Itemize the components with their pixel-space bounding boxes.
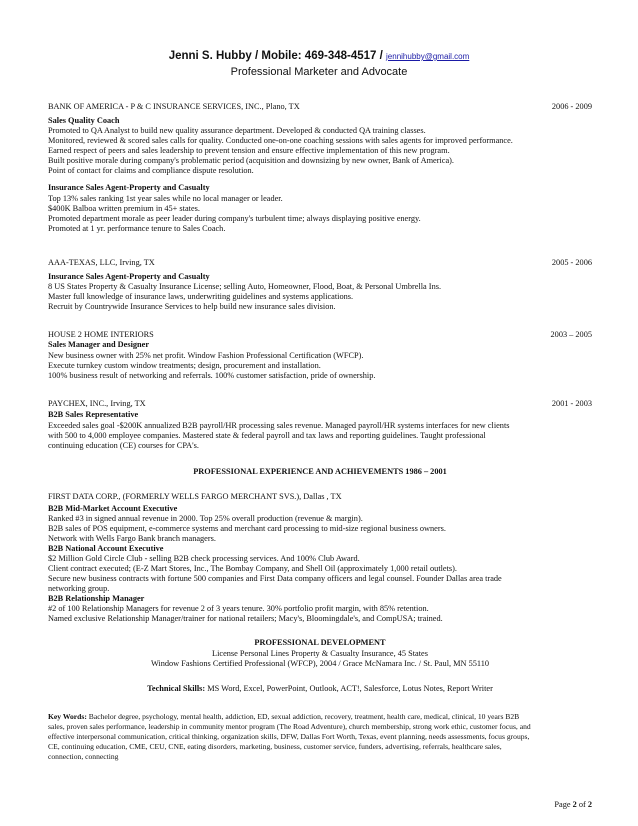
firstdata-line: Named exclusive Relationship Manager/trainer for national retailers; Macy's, Bloomingdale's, and CompUSA; trained. [48,614,443,623]
firstdata-role-3: B2B Relationship Manager [48,594,145,603]
aaa-company: AAA-TEXAS, LLC, Irving, TX [48,258,155,267]
boa-line: Point of contact for claims and compliance dispute resolution. [48,166,254,175]
paychex-company-row [48,399,592,409]
skills-label: Technical Skills: [147,684,206,693]
candidate-subtitle: Professional Marketer and Advocate [230,66,408,78]
boa-line: Promoted at 1 yr. performance tenure to Sales Coach. [48,224,226,233]
keywords-line: sales, proven sales performance, leadership in community mentor program (The Road Adventure), church membership, strong work ethic, customer focus, and [48,722,531,731]
boa-line: Promoted department morale as peer leader during company's turbulent time; always displaying positive energy. [48,214,421,223]
boa-role-1: Sales Quality Coach [48,116,120,125]
firstdata-line: Secure new business contracts with fortune 500 companies and First Data company officers and legal counsel. Founder Dallas area trade [48,574,502,583]
development-line: License Personal Lines Property & Casualty Insurance, 45 States [212,649,428,658]
aaa-company-row [48,258,592,268]
development-line: Window Fashions Certified Professional (WFCP), 2004 / Grace McNamara Inc. / St. Paul, MN 55110 [150,659,490,668]
boa-line: Monitored, reviewed & scored sales calls for quality. Conducted one-on-one coaching sessions with sales agents for improved performance. [48,136,513,145]
page-number: Page 2 of 2 [554,800,592,809]
firstdata-line: networking group. [48,584,110,593]
firstdata-line: B2B sales of POS equipment, e-commerce systems and merchant card processing to mid-size regional business owners. [48,524,446,533]
boa-line: $400K Balboa written premium in 45+ states. [48,204,200,213]
firstdata-line: Ranked #3 in signed annual revenue in 2000. Top 25% overall production (revenue & margin). [48,514,363,523]
boa-line: Top 13% sales ranking 1st year sales while no local manager or leader. [48,194,283,203]
keywords-line: CE, continuing education, CME, CEU, CNE, eating disorders, marketing, business, customer service, funders, advertising, referrals, healthcare sales, [48,742,502,751]
candidate-name: Jenni S. Hubby [168,50,252,62]
boa-company: BANK OF AMERICA - P & C INSURANCE SERVICES, INC., Plano, TX [48,102,300,111]
firstdata-line: Client contract executed; (E-Z Mart Stores, Inc., The Bombay Company, and Shell Oil (approximately 1,000 retail outlets). [48,564,457,573]
boa-role-2: Insurance Sales Agent-Property and Casualty [48,183,210,192]
house-company: HOUSE 2 HOME INTERIORS [48,330,154,339]
aaa-role: Insurance Sales Agent-Property and Casualty [48,272,210,281]
aaa-line: Recruit by Countrywide Insurance Services to help build new insurance sales division. [48,302,336,311]
house-line: Execute turnkey custom window treatments; design, procurement and installation. [48,361,321,370]
aaa-dates: 2005 - 2006 [551,258,592,267]
firstdata-company: FIRST DATA CORP., (FORMERLY WELLS FARGO MERCHANT SVS.), Dallas , TX [48,492,342,501]
paychex-line: with 500 to 4,000 employee companies. Mastered state & federal payroll and tax laws and reporting guidelines. Taught professional [48,431,486,440]
firstdata-line: Network with Wells Fargo Bank branch managers. [48,534,216,543]
house-company-row [48,330,592,340]
keywords-line: connection, connecting [48,752,119,761]
firstdata-role-2: B2B National Account Executive [48,544,164,553]
paychex-role: B2B Sales Representative [48,410,139,419]
boa-line: Built positive morale during company's problematic period (acquisition and downsizing by new owner, Bank of America). [48,156,455,165]
header-line: Jenni S. Hubby / Mobile: 469-348-4517 / jennihubby@gmail.com [168,50,470,62]
house-line: 100% business result of networking and referrals. 100% customer satisfaction, pride of ownership. [48,371,376,380]
boa-company-row [48,102,592,112]
house-role: Sales Manager and Designer [48,340,150,349]
boa-line: Promoted to QA Analyst to build new quality assurance department. Developed & conducted QA training classes. [48,126,426,135]
paychex-line: Exceeded sales goal -$200K annualized B2B payroll/HR processing sales revenue. Managed payroll/HR systems interfaces for new clients [48,421,510,430]
house-line: New business owner with 25% net profit. Window Fashion Professional Certification (WFCP). [48,351,364,360]
aaa-line: Master full knowledge of insurance laws, underwriting guidelines and systems applications. [48,292,354,301]
paychex-company: PAYCHEX, INC., Irving, TX [48,399,146,408]
email-link[interactable]: jennihubby@gmail.com [386,52,470,61]
firstdata-line: $2 Million Gold Circle Club - selling B2B check processing services. And 100% Club Award. [48,554,360,563]
section-heading-development: PROFESSIONAL DEVELOPMENT [254,638,386,647]
aaa-line: 8 US States Property & Casualty Insurance License; selling Auto, Homeowner, Flood, Boat, & Personal Umbrella Ins. [48,282,442,291]
keywords-line: Key Words: Bachelor degree, psychology, mental health, addiction, ED, sexual addiction, recovery, treatment, health care, medical, clinical, 10 years B2B [48,712,520,721]
paychex-line: continuing education (CE) courses for CPA's. [48,441,199,450]
keywords-line: effective interpersonal communication, critical thinking, organization skills, DFW, Dallas Fort Worth, Texas, event planning, needs assessments, focus groups, [48,732,530,741]
boa-dates: 2006 - 2009 [551,102,592,111]
firstdata-role-1: B2B Mid-Market Account Executive [48,504,178,513]
section-heading-experience: PROFESSIONAL EXPERIENCE AND ACHIEVEMENTS 1986 – 2001 [193,467,447,476]
keywords-label: Key Words: [48,712,87,721]
firstdata-line: #2 of 100 Relationship Managers for revenue 2 of 3 years tenure. 30% portfolio profit margin, with 85% retention. [48,604,429,613]
mobile-number: Mobile: 469-348-4517 [261,50,377,62]
boa-line: Earned respect of peers and sales leadership to prevent tension and ensure effective implementation of this new program. [48,146,450,155]
technical-skills [48,684,592,694]
paychex-dates: 2001 - 2003 [551,399,592,408]
skills-value: MS Word, Excel, PowerPoint, Outlook, ACT!, Salesforce, Lotus Notes, Report Writer [205,684,493,693]
house-dates: 2003 – 2005 [550,330,592,339]
